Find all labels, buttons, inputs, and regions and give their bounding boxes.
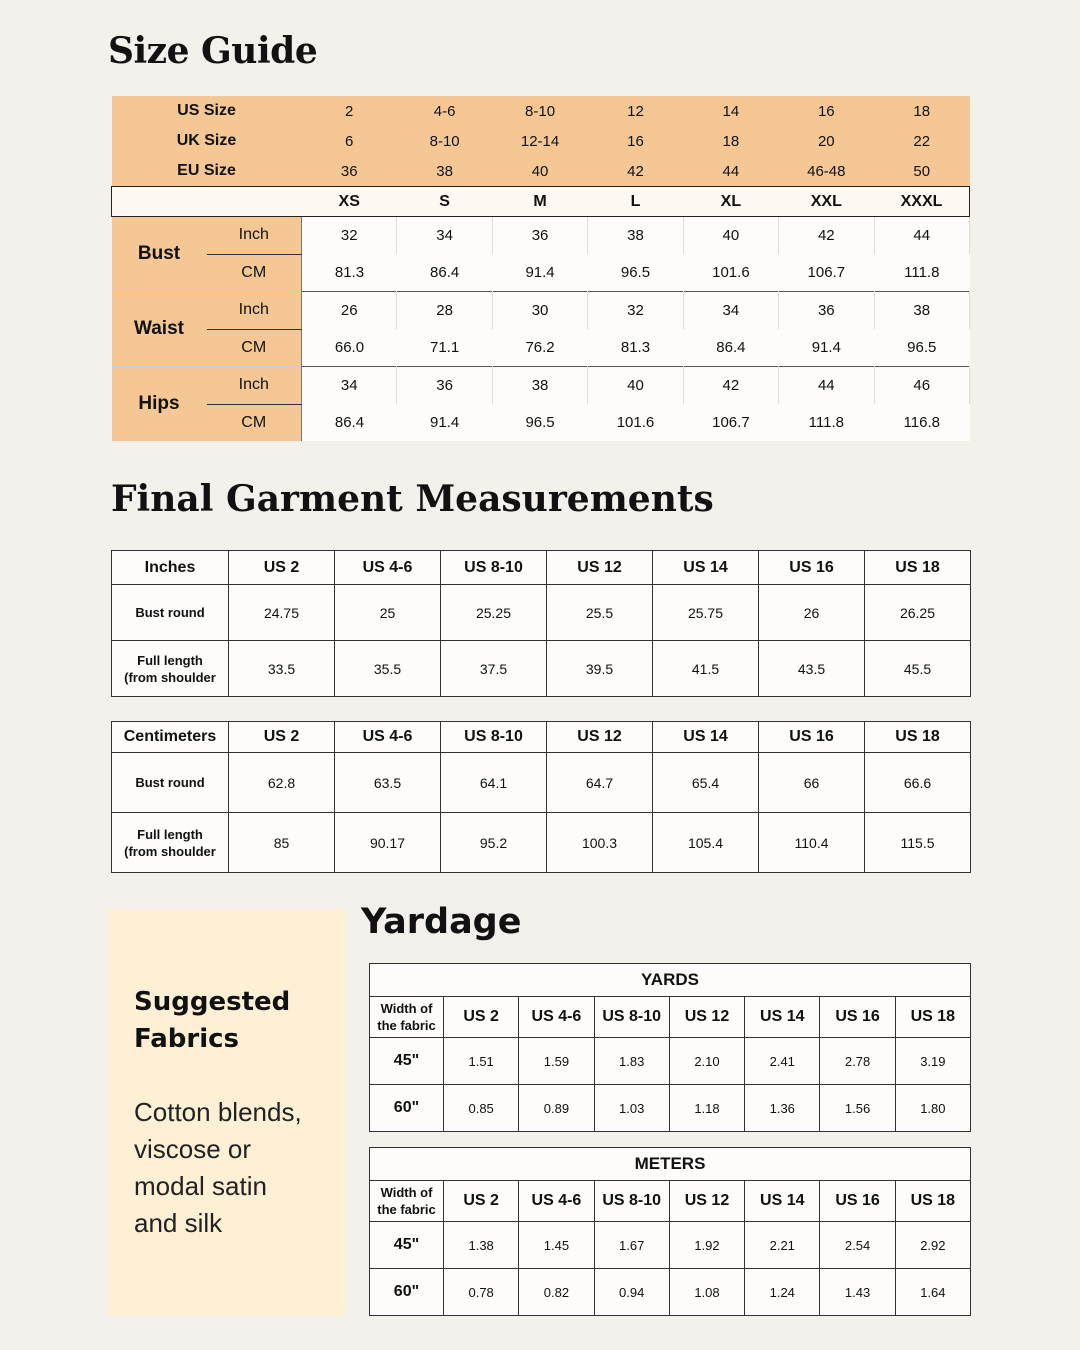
size-header: US 14 — [653, 551, 759, 585]
size-header: US 12 — [669, 997, 744, 1038]
garment-value: 85 — [229, 813, 335, 873]
yardage-value: 1.92 — [669, 1222, 744, 1269]
measurement-value: 96.5 — [874, 329, 969, 367]
fabric-width: 45" — [370, 1222, 444, 1269]
size-value: 42 — [588, 156, 683, 187]
size-header: US 8-10 — [594, 1181, 669, 1222]
size-value: 44 — [683, 156, 778, 187]
unit-label: Inch — [207, 217, 302, 255]
size-value: 6 — [302, 126, 397, 156]
yardage-title: Yardage — [361, 902, 522, 942]
garment-value: 35.5 — [335, 641, 441, 697]
measurement-value: 26 — [302, 292, 397, 330]
measurement-value: 42 — [779, 217, 874, 255]
row-label: Bust round — [112, 753, 229, 813]
fabrics-text-line: and silk — [134, 1208, 223, 1238]
yardage-yards-table — [369, 963, 971, 1132]
size-header: US 4-6 — [335, 551, 441, 585]
measurement-inch-row — [112, 217, 970, 255]
size-system-label: UK Size — [112, 126, 302, 156]
measurement-value: 86.4 — [397, 254, 492, 292]
letter-size: XL — [683, 187, 778, 217]
size-header: US 14 — [745, 997, 820, 1038]
size-value: 18 — [683, 126, 778, 156]
garment-measurements-title: Final Garment Measurements — [111, 478, 714, 520]
size-value: 20 — [779, 126, 874, 156]
garment-value: 66 — [759, 753, 865, 813]
measurement-value: 96.5 — [492, 404, 587, 441]
yardage-value: 2.78 — [820, 1038, 895, 1085]
measurement-value: 111.8 — [779, 404, 874, 441]
yardage-value: 1.83 — [594, 1038, 669, 1085]
garment-value: 105.4 — [653, 813, 759, 873]
size-guide-table — [111, 96, 970, 441]
unit-header: Centimeters — [112, 722, 229, 753]
letter-size: M — [492, 187, 587, 217]
garment-value: 39.5 — [547, 641, 653, 697]
measurement-value: 36 — [397, 367, 492, 405]
yardage-value: 1.67 — [594, 1222, 669, 1269]
garment-value: 41.5 — [653, 641, 759, 697]
garment-row — [112, 813, 971, 873]
suggested-fabrics-title — [134, 984, 290, 1058]
size-header: US 8-10 — [441, 551, 547, 585]
yardage-value: 1.03 — [594, 1085, 669, 1132]
garment-value: 65.4 — [653, 753, 759, 813]
garment-value: 26.25 — [865, 585, 971, 641]
size-value: 14 — [683, 96, 778, 126]
yardage-value: 3.19 — [895, 1038, 970, 1085]
fabrics-text-line: modal satin — [134, 1171, 267, 1201]
measurement-value: 38 — [492, 367, 587, 405]
measurement-value: 111.8 — [874, 254, 969, 292]
yardage-value: 0.82 — [519, 1269, 594, 1316]
width-label: Width of the fabric — [370, 997, 444, 1038]
size-system-label: US Size — [112, 96, 302, 126]
yardage-header-row — [370, 1181, 971, 1222]
size-conversion-row — [112, 126, 970, 156]
yardage-value: 1.18 — [669, 1085, 744, 1132]
yardage-value: 1.08 — [669, 1269, 744, 1316]
yardage-value: 1.56 — [820, 1085, 895, 1132]
size-value: 2 — [302, 96, 397, 126]
measurement-inch-row — [112, 292, 970, 330]
size-header: US 16 — [820, 997, 895, 1038]
size-value: 4-6 — [397, 96, 492, 126]
yardage-value: 1.64 — [895, 1269, 970, 1316]
width-label: Width of the fabric — [370, 1181, 444, 1222]
measurement-value: 40 — [588, 367, 683, 405]
garment-value: 90.17 — [335, 813, 441, 873]
size-header: US 18 — [865, 551, 971, 585]
garment-value: 110.4 — [759, 813, 865, 873]
fabrics-text-line: viscose or — [134, 1134, 252, 1164]
measurement-value: 30 — [492, 292, 587, 330]
measurement-value: 86.4 — [683, 329, 778, 367]
measurement-value: 34 — [397, 217, 492, 255]
measurement-value: 28 — [397, 292, 492, 330]
yardage-value: 2.54 — [820, 1222, 895, 1269]
garment-value: 25.25 — [441, 585, 547, 641]
yardage-caption-row — [370, 1148, 971, 1181]
measurement-value: 106.7 — [683, 404, 778, 441]
row-label: Bust round — [112, 585, 229, 641]
measurement-value: 40 — [683, 217, 778, 255]
garment-row — [112, 641, 971, 697]
size-value: 46-48 — [779, 156, 874, 187]
size-header: US 8-10 — [441, 722, 547, 753]
yardage-value: 2.41 — [745, 1038, 820, 1085]
garment-value: 63.5 — [335, 753, 441, 813]
measurement-value: 86.4 — [302, 404, 397, 441]
garment-value: 62.8 — [229, 753, 335, 813]
measurement-value: 46 — [874, 367, 969, 405]
measurement-value: 66.0 — [302, 329, 397, 367]
garment-value: 45.5 — [865, 641, 971, 697]
size-header: US 2 — [229, 551, 335, 585]
measurement-value: 44 — [874, 217, 969, 255]
measurement-cm-row — [112, 329, 970, 367]
yardage-row — [370, 1269, 971, 1316]
garment-value: 115.5 — [865, 813, 971, 873]
unit-label: CM — [207, 404, 302, 441]
yardage-row — [370, 1222, 971, 1269]
unit-header: Inches — [112, 551, 229, 585]
measurement-value: 71.1 — [397, 329, 492, 367]
yardage-meters-table — [369, 1147, 971, 1316]
yardage-header-row — [370, 997, 971, 1038]
measurement-value: 36 — [492, 217, 587, 255]
size-guide-title: Size Guide — [108, 30, 318, 72]
size-header: US 2 — [229, 722, 335, 753]
measurement-value: 116.8 — [874, 404, 969, 441]
measurement-value: 32 — [302, 217, 397, 255]
garment-value: 26 — [759, 585, 865, 641]
measurement-value: 34 — [683, 292, 778, 330]
yardage-caption: METERS — [370, 1148, 971, 1181]
yardage-value: 0.78 — [444, 1269, 519, 1316]
garment-value: 24.75 — [229, 585, 335, 641]
size-header: US 2 — [444, 997, 519, 1038]
size-value: 12-14 — [492, 126, 587, 156]
size-header: US 14 — [745, 1181, 820, 1222]
letter-size-row — [112, 187, 970, 217]
yardage-value: 1.36 — [745, 1085, 820, 1132]
measurement-value: 96.5 — [588, 254, 683, 292]
measurement-value: 42 — [683, 367, 778, 405]
measurement-value: 38 — [874, 292, 969, 330]
yardage-row — [370, 1085, 971, 1132]
size-value: 50 — [874, 156, 969, 187]
fabric-width: 60" — [370, 1269, 444, 1316]
size-header: US 16 — [759, 551, 865, 585]
letter-size: XXL — [779, 187, 874, 217]
yardage-caption: YARDS — [370, 964, 971, 997]
measurement-value: 38 — [588, 217, 683, 255]
garment-value: 64.7 — [547, 753, 653, 813]
yardage-row — [370, 1038, 971, 1085]
size-header: US 18 — [895, 997, 970, 1038]
yardage-value: 1.43 — [820, 1269, 895, 1316]
measurement-value: 101.6 — [588, 404, 683, 441]
garment-value: 33.5 — [229, 641, 335, 697]
yardage-value: 2.21 — [745, 1222, 820, 1269]
measurement-name: Hips — [112, 367, 207, 442]
garment-row — [112, 753, 971, 813]
size-value: 16 — [779, 96, 874, 126]
yardage-value: 1.51 — [444, 1038, 519, 1085]
size-value: 22 — [874, 126, 969, 156]
unit-label: CM — [207, 254, 302, 292]
size-header: US 16 — [759, 722, 865, 753]
garment-header-row — [112, 722, 971, 753]
measurement-value: 32 — [588, 292, 683, 330]
fabrics-title-line: Suggested — [134, 987, 291, 1017]
measurement-value: 91.4 — [779, 329, 874, 367]
letter-size-blank — [112, 187, 302, 217]
size-header: US 2 — [444, 1181, 519, 1222]
size-header: US 14 — [653, 722, 759, 753]
yardage-value: 0.94 — [594, 1269, 669, 1316]
size-header: US 16 — [820, 1181, 895, 1222]
measurement-cm-row — [112, 404, 970, 441]
size-header: US 4-6 — [335, 722, 441, 753]
garment-centimeters-table — [111, 721, 971, 873]
measurement-name: Waist — [112, 292, 207, 367]
garment-header-row — [112, 551, 971, 585]
garment-row — [112, 585, 971, 641]
letter-size: L — [588, 187, 683, 217]
size-value: 36 — [302, 156, 397, 187]
measurement-inch-row — [112, 367, 970, 405]
size-conversion-row — [112, 156, 970, 187]
garment-value: 100.3 — [547, 813, 653, 873]
yardage-value: 0.85 — [444, 1085, 519, 1132]
garment-value: 95.2 — [441, 813, 547, 873]
garment-value: 25 — [335, 585, 441, 641]
size-header: US 18 — [895, 1181, 970, 1222]
garment-value: 64.1 — [441, 753, 547, 813]
yardage-value: 1.45 — [519, 1222, 594, 1269]
size-value: 8-10 — [397, 126, 492, 156]
size-value: 38 — [397, 156, 492, 187]
measurement-value: 34 — [302, 367, 397, 405]
measurement-name: Bust — [112, 217, 207, 292]
size-value: 40 — [492, 156, 587, 187]
yardage-caption-row — [370, 964, 971, 997]
yardage-value: 2.92 — [895, 1222, 970, 1269]
size-value: 16 — [588, 126, 683, 156]
size-header: US 4-6 — [519, 997, 594, 1038]
measurement-value: 81.3 — [302, 254, 397, 292]
fabrics-text-line: Cotton blends, — [134, 1097, 302, 1127]
unit-label: CM — [207, 329, 302, 367]
size-header: US 12 — [547, 722, 653, 753]
garment-value: 66.6 — [865, 753, 971, 813]
size-header: US 8-10 — [594, 997, 669, 1038]
measurement-value: 106.7 — [779, 254, 874, 292]
size-header: US 18 — [865, 722, 971, 753]
measurement-value: 91.4 — [492, 254, 587, 292]
yardage-value: 2.10 — [669, 1038, 744, 1085]
suggested-fabrics-text — [134, 1094, 334, 1242]
garment-value: 25.5 — [547, 585, 653, 641]
size-header: US 12 — [669, 1181, 744, 1222]
size-conversion-row — [112, 96, 970, 126]
fabric-width: 45" — [370, 1038, 444, 1085]
row-label: Full length (from shoulder — [112, 813, 229, 873]
measurement-value: 36 — [779, 292, 874, 330]
measurement-value: 81.3 — [588, 329, 683, 367]
letter-size: XXXL — [874, 187, 969, 217]
measurement-cm-row — [112, 254, 970, 292]
garment-inches-table — [111, 550, 971, 697]
measurement-value: 101.6 — [683, 254, 778, 292]
letter-size: XS — [302, 187, 397, 217]
yardage-value: 1.24 — [745, 1269, 820, 1316]
size-value: 8-10 — [492, 96, 587, 126]
row-label: Full length (from shoulder — [112, 641, 229, 697]
size-value: 18 — [874, 96, 969, 126]
measurement-value: 44 — [779, 367, 874, 405]
garment-value: 37.5 — [441, 641, 547, 697]
fabric-width: 60" — [370, 1085, 444, 1132]
garment-value: 25.75 — [653, 585, 759, 641]
yardage-value: 0.89 — [519, 1085, 594, 1132]
yardage-value: 1.59 — [519, 1038, 594, 1085]
measurement-value: 91.4 — [397, 404, 492, 441]
yardage-value: 1.38 — [444, 1222, 519, 1269]
garment-value: 43.5 — [759, 641, 865, 697]
size-system-label: EU Size — [112, 156, 302, 187]
fabrics-title-line: Fabrics — [134, 1024, 240, 1054]
measurement-value: 76.2 — [492, 329, 587, 367]
size-value: 12 — [588, 96, 683, 126]
size-header: US 12 — [547, 551, 653, 585]
letter-size: S — [397, 187, 492, 217]
unit-label: Inch — [207, 292, 302, 330]
size-header: US 4-6 — [519, 1181, 594, 1222]
yardage-value: 1.80 — [895, 1085, 970, 1132]
unit-label: Inch — [207, 367, 302, 405]
